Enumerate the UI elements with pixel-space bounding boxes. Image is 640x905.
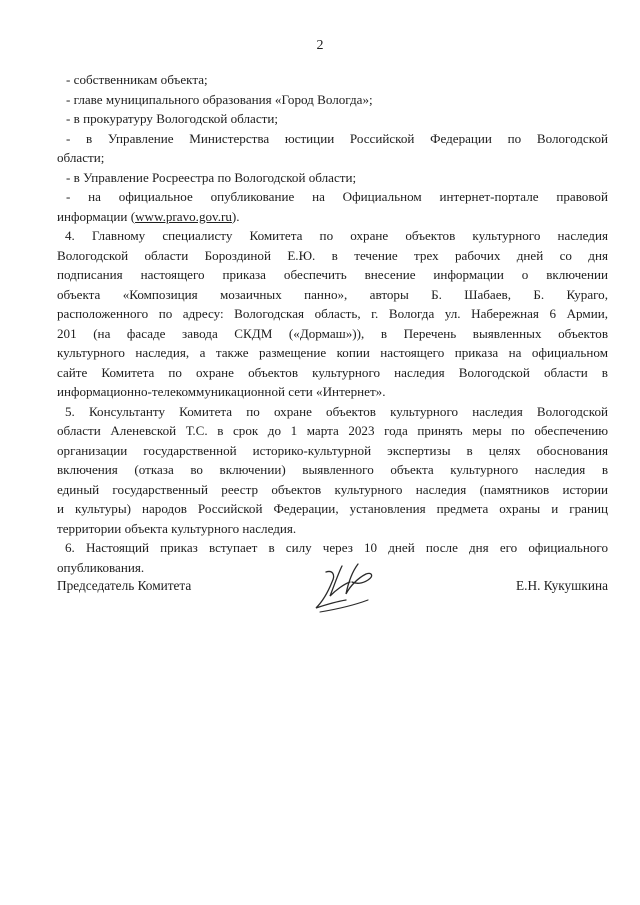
signature-stroke bbox=[316, 571, 346, 608]
signature-stroke bbox=[346, 564, 372, 594]
paragraph5-line: организации государственной историко-культурной экспертизы в целях обоснования bbox=[57, 442, 608, 458]
pravo-link[interactable]: www.pravo.gov.ru bbox=[135, 208, 232, 224]
paragraph4-line: информационно-телекоммуникационной сети «Интернет». bbox=[57, 384, 386, 399]
distribution-owners: - собственникам объекта; bbox=[66, 72, 208, 87]
signer-name: Е.Н. Кукушкина bbox=[516, 578, 608, 593]
paragraph5-line: 5. Консультанту Комитета по охране объектов культурного наследия Вологодской bbox=[65, 403, 608, 419]
handwritten-signature bbox=[312, 560, 382, 620]
distribution-rosreestr: - в Управление Росреестра по Вологодской области; bbox=[66, 169, 357, 185]
signer-title: Председатель Комитета bbox=[57, 578, 192, 593]
publication-suffix: ). bbox=[231, 208, 240, 224]
paragraph6-line: опубликования. bbox=[57, 559, 145, 575]
paragraph6-line: 6. Настоящий приказ вступает в силу через 10 дней после дня его официального bbox=[65, 540, 608, 555]
distribution-publication-line1: - на официальное опубликование на Официальном интернет-портале правовой bbox=[66, 189, 608, 204]
paragraph5-line: включения (отказа во включении) выявленного объекта культурного наследия в bbox=[57, 462, 608, 477]
publication-prefix: информации ( bbox=[57, 208, 136, 224]
paragraph4-line: 4. Главному специалисту Комитета по охране объектов культурного наследия bbox=[65, 228, 608, 243]
signature-stroke bbox=[320, 600, 368, 612]
distribution-ministry-line2: области; bbox=[57, 150, 105, 165]
distribution-ministry-line1: - в Управление Министерства юстиции Российской Федерации по Вологодской bbox=[66, 130, 608, 146]
paragraph5-line: территории объекта культурного наследия. bbox=[57, 520, 297, 536]
distribution-publication-line2 bbox=[57, 207, 608, 227]
paragraph5-line: области Аленевской Т.С. в срок до 1 марта 2023 года принять меры по обеспечению bbox=[57, 423, 608, 438]
paragraph4-line: сайте Комитета по охране объектов культурного наследия Вологодской области в bbox=[57, 364, 608, 380]
paragraph4-line: объекта «Композиция мозаичных панно», авторы Б. Шабаев, Б. Кураго, bbox=[57, 286, 608, 302]
order-body bbox=[57, 70, 608, 577]
paragraph4-line: культурного наследия, а также размещение копии настоящего приказа на официальном bbox=[57, 345, 608, 360]
paragraph4-line: Вологодской области Бороздиной Е.Ю. в течение трех рабочих дней со дня bbox=[57, 247, 608, 263]
distribution-prosecutor: - в прокуратуру Вологодской области; bbox=[66, 111, 279, 126]
distribution-head: - главе муниципального образования «Город Вологда»; bbox=[66, 91, 373, 107]
paragraph5-line: единый государственный реестр объектов культурного наследия (памятников истории bbox=[57, 481, 608, 497]
paragraph4-line: расположенного по адресу: Вологодская область, г. Вологда ул. Набережная 6 Армии, bbox=[57, 306, 608, 321]
paragraph4-line: подписания настоящего приказа обеспечить внесение информации о включении bbox=[57, 267, 608, 282]
paragraph5-line: и культуры) народов Российской Федерации, установления предмета охраны и границ bbox=[57, 501, 608, 516]
page-number: 2 bbox=[316, 38, 324, 53]
paragraph4-line: 201 (на фасаде завода СКДМ («Дормаш»)), в Перечень выявленных объектов bbox=[57, 325, 608, 341]
